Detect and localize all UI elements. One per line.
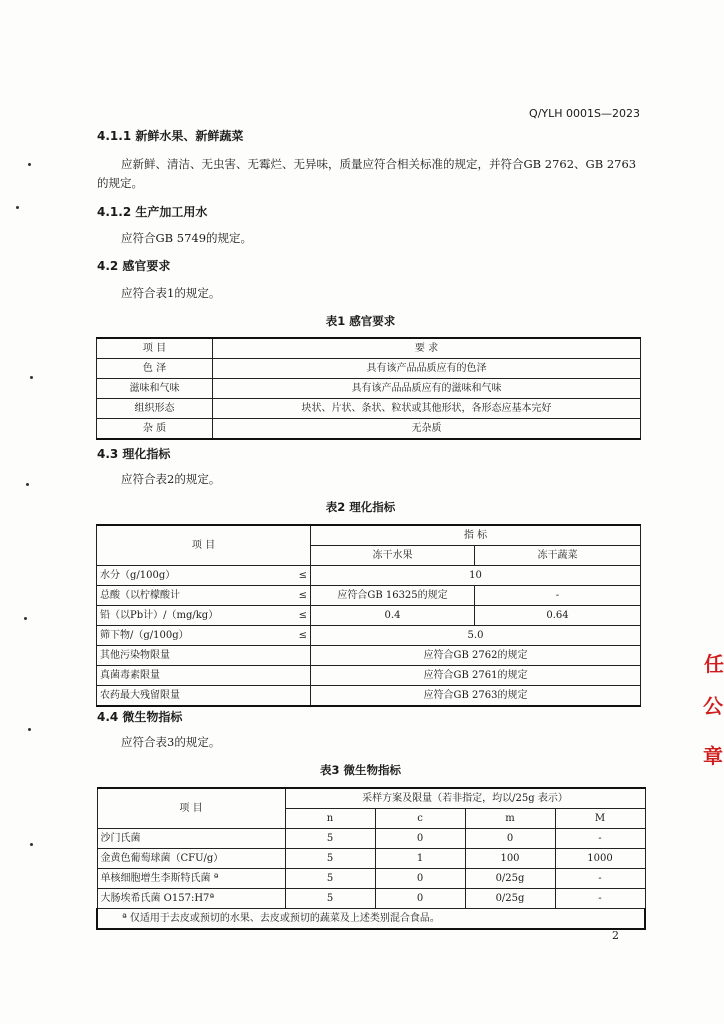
table3-item: 金黄色葡萄球菌（CFU/g） (97, 849, 285, 869)
table-row (97, 379, 641, 399)
table2-value-fruit: 应符合GB 16325的规定 (311, 586, 475, 606)
table-row (97, 626, 641, 646)
table1-requirement: 块状、片状、条状、粒状或其他形状，各形态应基本完好 (213, 399, 641, 419)
scan-dot (28, 728, 31, 731)
table3-M: - (555, 829, 645, 849)
company-seal-fragment-1: 任 (704, 652, 724, 676)
table3-subheader-m: m (465, 809, 555, 829)
table-row (97, 889, 645, 909)
table2-value-vegetable: - (475, 586, 641, 606)
table2-header-item: 项 目 (97, 525, 311, 566)
table3-footnote: ª 仅适用于去皮或预切的水果、去皮或预切的蔬菜及上述类别混合食品。 (97, 909, 645, 930)
table1-header-requirement: 要 求 (213, 338, 641, 359)
table3-m: 0/25g (465, 889, 555, 909)
section-text-4-2: 应符合表1的规定。 (121, 286, 221, 300)
table2-item: 筛下物/（g/100g） (97, 626, 293, 646)
table3-m: 0/25g (465, 869, 555, 889)
table3-m: 100 (465, 849, 555, 869)
table-row (97, 399, 641, 419)
section-text-4-3: 应符合表2的规定。 (121, 472, 221, 486)
table3-item: 大肠埃希氏菌 O157:H7ª (97, 889, 285, 909)
table2-sym: ≤ (293, 606, 311, 626)
scan-dot (16, 206, 19, 209)
company-seal-fragment-2: 公 (703, 694, 723, 718)
table1-header-item: 项 目 (97, 338, 213, 359)
table3-n: 5 (285, 829, 375, 849)
table3-header-plan: 采样方案及限量（若非指定，均以/25g 表示） (285, 788, 645, 809)
table2-subheader-fruit: 冻干水果 (311, 546, 475, 566)
table3-subheader-n: n (285, 809, 375, 829)
table2-caption: 表2 理化指标 (325, 500, 396, 514)
scan-dot (26, 483, 29, 486)
table2-item: 其他污染物限量 (97, 646, 311, 666)
table1-item: 杂 质 (97, 419, 213, 440)
table3-m: 0 (465, 829, 555, 849)
scan-dot (30, 376, 33, 379)
table2-value: 应符合GB 2762的规定 (311, 646, 641, 666)
table2 (96, 524, 641, 707)
table3-footnote-row (97, 909, 645, 930)
table-row (97, 586, 641, 606)
table3-n: 5 (285, 869, 375, 889)
table2-header-index: 指 标 (311, 525, 641, 546)
table3-n: 5 (285, 849, 375, 869)
table2-item: 真菌毒素限量 (97, 666, 311, 686)
table-row (97, 359, 641, 379)
section-heading-4-1-2: 4.1.2 生产加工用水 (97, 205, 208, 219)
table2-value-fruit: 0.4 (311, 606, 475, 626)
table-row (97, 566, 641, 586)
scan-dot (28, 163, 31, 166)
table3-M: - (555, 869, 645, 889)
table3-c: 0 (375, 829, 465, 849)
table2-item: 总酸（以柠檬酸计 (97, 586, 293, 606)
table2-item: 农药最大残留限量 (97, 686, 311, 707)
table-row (97, 829, 645, 849)
table3-c: 0 (375, 889, 465, 909)
scan-dot (24, 617, 27, 620)
table3-M: - (555, 889, 645, 909)
table3-item: 单核细胞增生李斯特氏菌 ª (97, 869, 285, 889)
table1-requirement: 无杂质 (213, 419, 641, 440)
table2-value: 10 (311, 566, 641, 586)
table-row (97, 419, 641, 440)
table3-caption: 表3 微生物指标 (319, 763, 401, 777)
table1-requirement: 具有该产品品质应有的色泽 (213, 359, 641, 379)
table1-requirement: 具有该产品品质应有的滋味和气味 (213, 379, 641, 399)
table3-c: 0 (375, 869, 465, 889)
table3-subheader-M: M (555, 809, 645, 829)
table2-sym: ≤ (293, 586, 311, 606)
section-text-4-1-2: 应符合GB 5749的规定。 (121, 231, 253, 245)
table3-header-item: 项 目 (97, 788, 285, 829)
section-heading-4-3: 4.3 理化指标 (97, 447, 171, 461)
table2-sym: ≤ (293, 566, 311, 586)
table-row (97, 849, 645, 869)
table2-header-row (97, 525, 641, 546)
table1-header-row (97, 338, 641, 359)
table2-value: 应符合GB 2761的规定 (311, 666, 641, 686)
table3-item: 沙门氏菌 (97, 829, 285, 849)
table-row (97, 666, 641, 686)
table-row (97, 686, 641, 707)
doc-code: Q/YLH 0001S—2023 (529, 107, 640, 120)
scan-dot (30, 843, 33, 846)
section-text-4-1-1-line2: 的规定。 (97, 176, 143, 190)
table2-sym: ≤ (293, 626, 311, 646)
section-heading-4-4: 4.4 微生物指标 (97, 710, 183, 724)
table3-n: 5 (285, 889, 375, 909)
table3-header-row (97, 788, 645, 809)
table1-item: 色 泽 (97, 359, 213, 379)
section-heading-4-2: 4.2 感官要求 (97, 259, 171, 273)
table-row (97, 646, 641, 666)
table2-item: 铅（以Pb计）/（mg/kg） (97, 606, 293, 626)
table-row (97, 869, 645, 889)
table3-M: 1000 (555, 849, 645, 869)
company-seal-fragment-3: 章 (703, 744, 723, 768)
table1-item: 组织形态 (97, 399, 213, 419)
table1-item: 滋味和气味 (97, 379, 213, 399)
table2-value-vegetable: 0.64 (475, 606, 641, 626)
table2-value: 5.0 (311, 626, 641, 646)
section-text-4-1-1-line1: 应新鲜、清洁、无虫害、无霉烂、无异味，质量应符合相关标准的规定，并符合GB 2762、GB 2763 (121, 157, 637, 171)
section-text-4-4: 应符合表3的规定。 (121, 735, 221, 749)
table3-subheader-c: c (375, 809, 465, 829)
table3-c: 1 (375, 849, 465, 869)
table-row (97, 606, 641, 626)
table2-value: 应符合GB 2763的规定 (311, 686, 641, 707)
page-number: 2 (612, 929, 619, 942)
table1 (96, 337, 641, 440)
table2-item: 水分（g/100g） (97, 566, 293, 586)
section-heading-4-1-1: 4.1.1 新鲜水果、新鲜蔬菜 (97, 129, 244, 143)
table2-subheader-vegetable: 冻干蔬菜 (475, 546, 641, 566)
table3 (96, 787, 646, 930)
table1-caption: 表1 感官要求 (325, 314, 396, 328)
